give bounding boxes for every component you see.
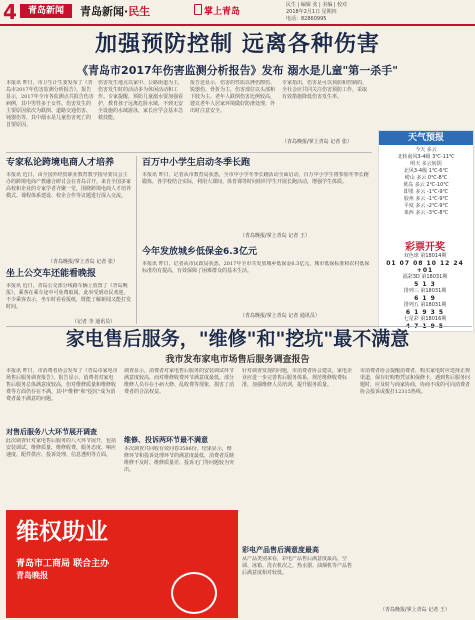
lottery-title: 彩票开奖 bbox=[405, 242, 445, 253]
weather-line: 胶州 多云 -1℃-9℃ bbox=[403, 196, 449, 202]
app-name-text: 掌上青岛 bbox=[204, 7, 241, 17]
story1-body-col1: 本报讯 昨日，市卫生计生委发布了《青岛市2017年伤害监测分析报告》。报告显示，2017年全市各监测点共报告伤害病例，其中男性多于女性。伤害发生的主要原因依次为跌倒、道路交通伤害、钝器伤等，其中溺水是儿童伤害死亡的首要原因。 bbox=[6, 80, 94, 128]
story6-subhead2: 维修、投诉两环节最不满意 bbox=[124, 436, 208, 444]
page-header bbox=[0, 0, 475, 24]
story6-subhead3: 彩电产品售后满意度最高 bbox=[242, 546, 319, 554]
promo-subtitle: 青岛市工商局 联合主办 bbox=[16, 559, 110, 569]
story3-byline: （记者 李 通讯员） bbox=[72, 319, 116, 325]
weather-line: 今天 多云 bbox=[415, 147, 437, 153]
story6-subheadline: 我市发布家电市场售后服务调查报告 bbox=[165, 355, 310, 365]
lottery-line: 双色球 第18014期 bbox=[403, 253, 447, 259]
weather-line: 北风3-4级 1℃-6℃ bbox=[403, 168, 449, 174]
page-info-line1: 民生 | 编辑 张 | 美编 | 校对 bbox=[286, 2, 348, 8]
story6-body-col1b: 此次调查针对家电售后服务的八大环节展开，包括安装调试、维修质量、维修收费、服务态度、响应速度、配件供应、投诉处理、信息透明等方面。 bbox=[6, 438, 117, 458]
lottery-box bbox=[378, 238, 472, 328]
story2-byline: （青岛晚报/掌上青岛 记者 张） bbox=[48, 259, 118, 265]
promo-title: 维权助业 bbox=[16, 519, 108, 545]
story5-body: 本报讯 昨日，记者从市民政局获悉，2017年全市共发放城乡低保金6.3亿元，城市低保标准和农村低保标准均有提高，有效保障了困难群众的基本生活。 bbox=[142, 261, 370, 274]
story6-headline: 家电售后服务，"维修"和"挖坑"最不满意 bbox=[65, 328, 410, 350]
promo-banner bbox=[6, 510, 238, 618]
lottery-numbers: 6 1 9 bbox=[414, 295, 436, 302]
column-divider bbox=[136, 156, 137, 324]
story1-body-col4: 专家指出，伤害是可以预防和控制的，全社会应共同关注伤害预防工作，采取有效措施降低伤害发生率。 bbox=[282, 80, 368, 100]
story6-body-col3b: 从产品类别来看，彩电产品售后满意度最高，空调、冰箱、洗衣机次之，热水器、油烟机等产品售后满意度相对较低。 bbox=[242, 556, 353, 576]
divider bbox=[6, 152, 372, 153]
promo-logo-icon bbox=[171, 572, 217, 614]
app-name bbox=[194, 4, 240, 17]
story6-body-col3: 针对调查发现的问题，市消费者协会建议，家电企业应进一步完善售后服务体系，规范维修收费标准，加强维修人员培训，提升服务质量。 bbox=[242, 368, 353, 388]
weather-text bbox=[381, 147, 471, 217]
page-info-line3: 电话：82860995 bbox=[286, 16, 327, 22]
lottery-line: 福彩3D 第18031期 bbox=[402, 274, 448, 280]
story3-headline: 坐上公交车还能看晚报 bbox=[6, 269, 97, 279]
story3-body: 本报讯 近日，青岛公交部分线路车辆上放置了《青岛晚报》，乘客在乘车途中可免费取阅。此举受到市民欢迎，不少乘客表示，坐车时看看报纸，既能了解新闻又能打发时间。 bbox=[6, 283, 132, 310]
story6-subhead1: 对售后服务八大环节展开调查 bbox=[6, 428, 97, 436]
story2-headline: 专家私论跨境电商人才培养 bbox=[6, 158, 115, 168]
lottery-numbers: 01 07 08 10 12 24 +01 bbox=[386, 260, 464, 274]
section-name: 民生 bbox=[128, 5, 151, 18]
section-title bbox=[80, 3, 150, 19]
story1-byline: （青岛晚报/掌上青岛 记者 张） bbox=[282, 139, 352, 145]
newspaper-brand: 青岛新闻 bbox=[20, 4, 72, 18]
weather-title: 天气预报 bbox=[379, 131, 473, 145]
story4-headline: 百万中小学生启动冬季长跑 bbox=[142, 158, 251, 168]
story4-byline: （青岛晚报/掌上青岛 记者 王） bbox=[240, 233, 310, 239]
story1-body-col2: 伤害发生地点以家中、公路街道为主，伤害发生时的活动多为休闲活动和工作。专家提醒，预防儿童溺水要加强看护，教育孩子远离危险水域，不到无安全设施的水域游泳，家长应学会基本急救技能。 bbox=[98, 80, 184, 121]
story5-byline: （青岛晚报/掌上青岛 记者 通讯员） bbox=[240, 313, 320, 319]
story6-body-col2b: 本次调查共回收有效问卷3586份，结果显示，维修环节和投诉处理环节的满意度最低，消费者反映维修不及时、维修质量差、投诉无门等问题较为突出。 bbox=[124, 446, 235, 473]
weather-line: 黄岛 多云 2℃-10℃ bbox=[403, 182, 449, 188]
promo-subtitle2: 青岛晚报 bbox=[16, 571, 48, 580]
phone-icon bbox=[194, 4, 202, 15]
lottery-line: 排列五 第18031期 bbox=[403, 302, 447, 308]
story5-headline: 今年发放城乡低保金6.3亿元 bbox=[142, 247, 257, 257]
page-number: 4 bbox=[3, 0, 17, 24]
weather-line: 莱西 多云 -3℃-8℃ bbox=[403, 210, 449, 216]
story6-body-col1: 本报讯 昨日，市消费者协会发布了《青岛市家电市场售后服务调查报告》。报告显示，消费者对家电售后服务总体满意度较高，但对维修质量和维修收费等方面仍存在不满，其中"维修"和"挖坑"成为消费者最不满意的问题。 bbox=[6, 368, 118, 402]
story2-body: 本报讯 近日，由全国外经贸职业教育教学指导委员会主办的跨境电商产教融合研讨会在青岛召开。来自全国多家高校和企业的专家学者齐聚一堂，围绕跨境电商人才培养模式、课程体系建设、校企合作等议题进行深入交流。 bbox=[6, 172, 132, 199]
story6-body-col2: 调查显示，消费者对家电售后服务的安装调试环节满意度较高，而对维修收费环节满意度最低。部分维修人员存在小病大修、乱收费等现象，损害了消费者的合法权益。 bbox=[124, 368, 235, 395]
story1-subheadline: 《青岛市2017年伤害监测分析报告》发布 溺水是儿童"第一杀手" bbox=[77, 64, 398, 77]
lottery-line: 排列三 第18031期 bbox=[403, 288, 447, 294]
lottery-line: 七星彩 第18016期 bbox=[403, 316, 447, 322]
story6-byline: （青岛晚报/掌上青岛 记者 王） bbox=[380, 607, 450, 613]
lottery-numbers: 6 1 9 3 5 bbox=[405, 309, 445, 316]
story6-body-col4: 市消费者协会提醒消费者，购买家电时应选择正规渠道，保存好购物凭证和保修卡，遇到售后服务问题时，应及时与商家协商，协商不成的可向消费者协会投诉或拨打12315热线。 bbox=[360, 368, 471, 395]
section-prefix: 青岛新闻· bbox=[80, 5, 129, 18]
story4-body: 本报讯 昨日，记者从市教育局获悉，全市中小学冬季长跑活动全面启动，百万中小学生将参加冬季长跑锻炼。各学校结合实际，利用大课间、体育课等时间组织学生开展长跑活动，增强学生体质。 bbox=[142, 172, 369, 185]
header-rule bbox=[0, 24, 475, 26]
story1-body-col3: 报告还显示，伤害的性质以挫伤擦伤、锐器伤、骨折为主，伤害部位以头部和下肢为主。老年人跌倒伤害比例较高，建议老年人居家环境做好防滑处理，外出时注意安全。 bbox=[190, 80, 276, 114]
story1-headline: 加强预防控制 远离各种伤害 bbox=[95, 32, 380, 57]
weather-line: 即墨 多云 -1℃-9℃ bbox=[403, 189, 449, 195]
page-info-line2: 2018年2月1日 星期四 bbox=[286, 9, 337, 15]
lottery-numbers: 5 1 3 bbox=[414, 281, 436, 288]
weather-line: 平度 多云 -2℃-9℃ bbox=[403, 203, 449, 209]
weather-line: 崂山 多云 0℃-8℃ bbox=[404, 175, 448, 181]
divider bbox=[6, 326, 472, 327]
page-info bbox=[286, 2, 347, 23]
weather-line: 明天 多云转阴 bbox=[410, 161, 442, 167]
weather-line: 北转南风3-4级 3℃-11℃ bbox=[397, 154, 455, 160]
